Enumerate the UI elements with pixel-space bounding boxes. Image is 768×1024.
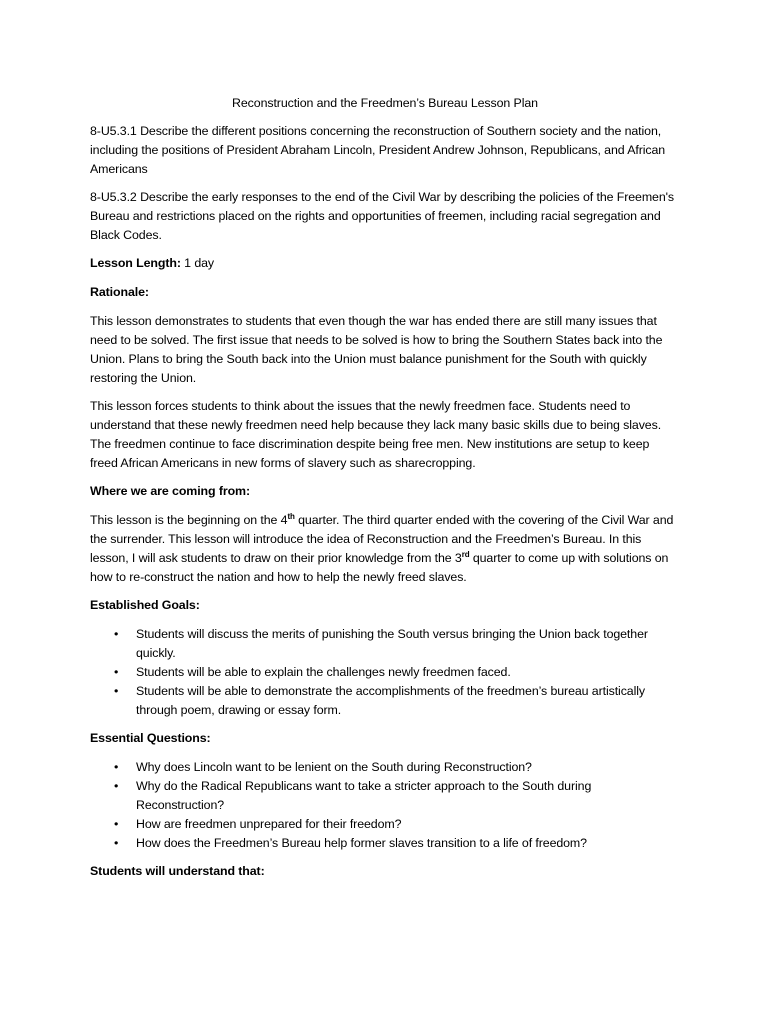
bullet-icon: • [114,684,119,698]
coming-from-heading: Where we are coming from: [90,484,250,498]
document-page [90,94,680,891]
ordinal-th: th [287,511,295,521]
rationale-paragraph-2: This lesson forces students to think about the issues that the newly freedmen face. Students need to understand that these newly freedmen need help because they lack many basic skills due to being slaves. The freedmen continue to face discrimination despite being free men. New institutions are setup to keep freed African Americans in new forms of slavery such as sharecropping. [90,399,662,470]
lesson-length [90,254,680,273]
lesson-length-value: 1 day [180,256,214,270]
bullet-icon: • [114,760,119,774]
ordinal-rd: rd [461,549,470,559]
question-text: Why do the Radical Republicans want to take a stricter approach to the South during Reconstruction? [136,779,592,812]
list-item [90,663,680,682]
list-item [90,758,680,777]
question-text: How does the Freedmen’s Bureau help former slaves transition to a life of freedom? [136,836,587,850]
list-item [90,834,680,853]
goals-list [90,625,680,720]
document-title: Reconstruction and the Freedmen’s Bureau Lesson Plan [232,96,538,110]
coming-from-paragraph [90,511,680,587]
bullet-icon: • [114,665,119,679]
list-item [90,777,680,815]
understand-heading: Students will understand that: [90,864,265,878]
coming-from-text-3: quarter to come up with solutions on how to re-construct the nation and how to help the newly freed slaves. [90,551,669,584]
rationale-heading: Rationale: [90,285,149,299]
questions-heading: Essential Questions: [90,731,211,745]
goal-text: Students will discuss the merits of punishing the South versus bringing the Union back together quickly. [136,627,648,660]
standard-8-u5-3-1: 8-U5.3.1 Describe the different positions concerning the reconstruction of Southern society and the nation, including the positions of President Abraham Lincoln, President Andrew Johnson, Republicans, and African Americans [90,124,666,176]
questions-list [90,758,680,853]
lesson-length-label: Lesson Length: [90,256,181,270]
standard-8-u5-3-2: 8-U5.3.2 Describe the early responses to the end of the Civil War by describing the policies of the Freemen's Bureau and restrictions placed on the rights and opportunities of freemen, including racial segregation and Black Codes. [90,190,674,242]
coming-from-text-2: quarter. The third quarter ended with the covering of the Civil War and the surrender. This lesson will introduce the idea of Reconstruction and the Freedmen’s Bureau. In this lesson, I will ask students to draw on their prior knowledge from the 3 [90,513,674,565]
list-item [90,682,680,720]
list-item [90,625,680,663]
list-item [90,815,680,834]
bullet-icon: • [114,627,119,641]
question-text: How are freedmen unprepared for their freedom? [136,817,402,831]
coming-from-text-1: This lesson is the beginning on the 4 [90,513,288,527]
bullet-icon: • [114,779,119,793]
rationale-paragraph-1: This lesson demonstrates to students that even though the war has ended there are still many issues that need to be solved. The first issue that needs to be solved is how to bring the Southern States back into the Union. Plans to bring the South back into the Union must balance punishment for the South with quickly restoring the Union. [90,314,663,385]
bullet-icon: • [114,817,119,831]
bullet-icon: • [114,836,119,850]
goal-text: Students will be able to explain the challenges newly freedmen faced. [136,665,511,679]
question-text: Why does Lincoln want to be lenient on the South during Reconstruction? [136,760,532,774]
goals-heading: Established Goals: [90,598,200,612]
goal-text: Students will be able to demonstrate the accomplishments of the freedmen’s bureau artistically through poem, drawing or essay form. [136,684,645,717]
